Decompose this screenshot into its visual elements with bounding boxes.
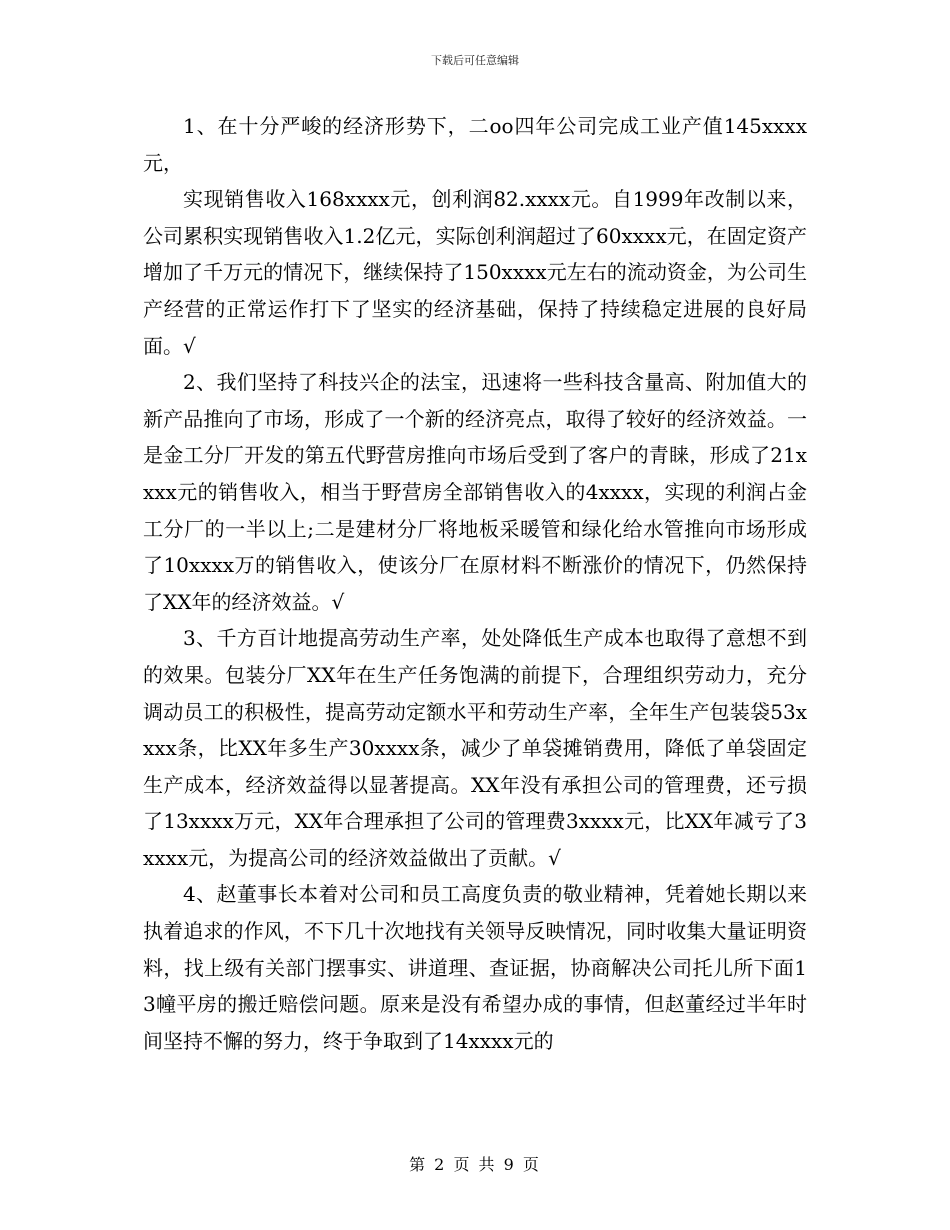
- paragraph-2: 实现销售收入168xxxx元，创利润82.xxxx元。自1999年改制以来，公司累积实现销售收入1.2亿元，实际创利润超过了60xxxx元，在固定资产增加了千万元的情况下，继续保持了150xxxx元左右的流动资金，为公司生产经营的正常运作打下了坚实的经济基础，保持了持续稳定进展的良好局面。√: [143, 187, 807, 358]
- paragraph-3: 2、我们坚持了科技兴企的法宝，迅速将一些科技含量高、附加值大的新产品推向了市场，形成了一个新的经济亮点，取得了较好的经济效益。一是金工分厂开发的第五代野营房推向市场后受到了客户的青睐，形成了21xxxx元的销售收入，相当于野营房全部销售收入的4xxxx，实现的利润占金工分厂的一半以上;二是建材分厂将地板采暖管和绿化给水管推向市场形成了10xxxx万的销售收入，使该分厂在原材料不断涨价的情况下，仍然保持了XX年的经济效益。√: [143, 370, 807, 614]
- paragraph-5: 4、赵董事长本着对公司和员工高度负责的敬业精神，凭着她长期以来执着追求的作风，不下几十次地找有关领导反映情况，同时收集大量证明资料，找上级有关部门摆事实、讲道理、查证据，协商解决公司托儿所下面13幢平房的搬迁赔偿问题。原来是没有希望办成的事情，但赵董经过半年时间坚持不懈的努力，终于争取到了14xxxx元的: [143, 882, 807, 1053]
- paragraph-4: 3、千方百计地提高劳动生产率，处处降低生产成本也取得了意想不到的效果。包装分厂XX年在生产任务饱满的前提下，合理组织劳动力，充分调动员工的积极性，提高劳动定额水平和劳动生产率，全年生产包装袋53xxxx条，比XX年多生产30xxxx条，减少了单袋摊销费用，降低了单袋固定生产成本，经济效益得以显著提高。XX年没有承担公司的管理费，还亏损了13xxxx万元，XX年合理承担了公司的管理费3xxxx元，比XX年减亏了3xxxx元，为提高公司的经济效益做出了贡献。√: [143, 626, 807, 870]
- paragraph-1: 1、在十分严峻的经济形势下，二oo四年公司完成工业产值145xxxx元，: [143, 114, 807, 175]
- page-number: 第 2 页 共 9 页: [409, 1155, 541, 1174]
- document-body: [143, 108, 807, 1059]
- page-header-note: 下载后可任意编辑: [431, 54, 519, 67]
